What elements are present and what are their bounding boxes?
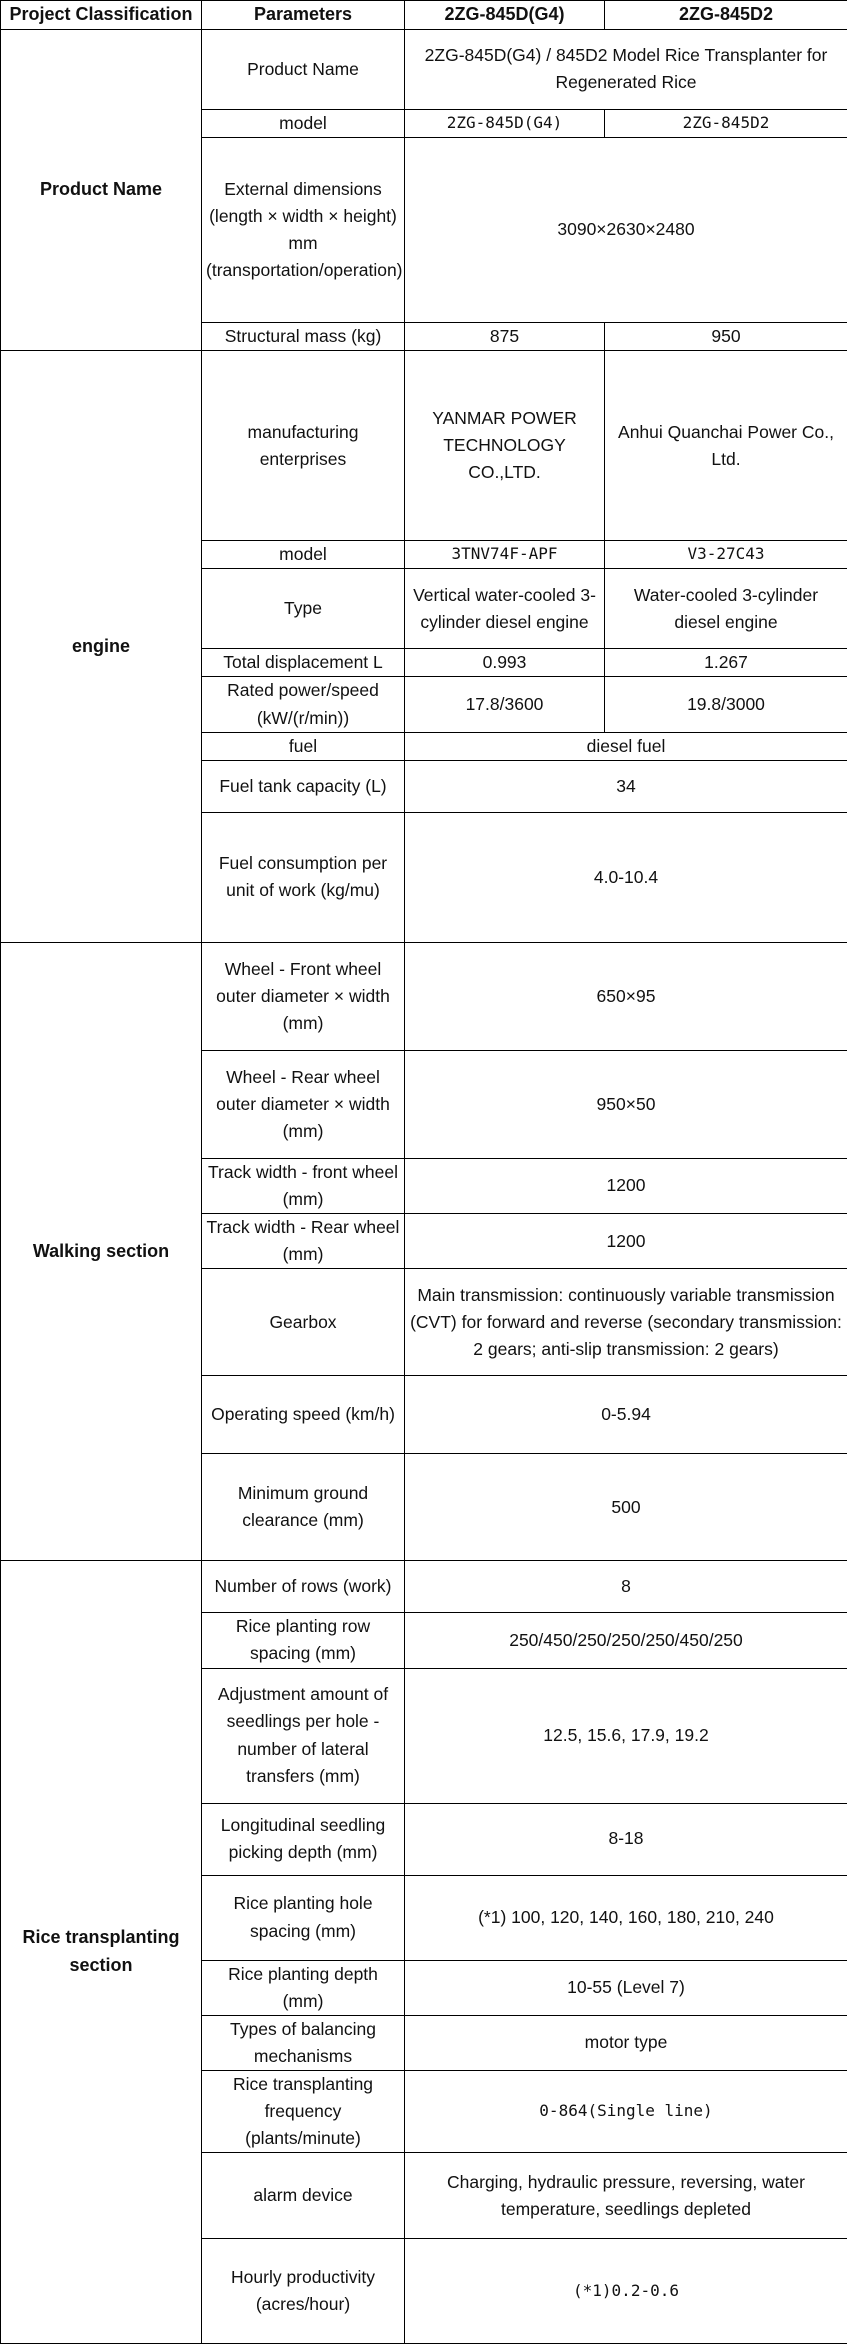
- param-label: fuel: [202, 732, 405, 760]
- param-value-a: 3TNV74F-APF: [405, 541, 605, 569]
- table-row: [1, 351, 847, 541]
- param-label: alarm device: [202, 2153, 405, 2239]
- header-model-a: 2ZG-845D(G4): [405, 1, 605, 30]
- param-value: Charging, hydraulic pressure, reversing, water temperature, seedlings depleted: [405, 2153, 847, 2239]
- param-value: 34: [405, 760, 847, 812]
- table-row: [1, 942, 847, 1050]
- param-value: 8: [405, 1561, 847, 1613]
- param-label: Types of balancing mechanisms: [202, 2015, 405, 2070]
- param-value-b: Water-cooled 3-cylinder diesel engine: [605, 569, 847, 649]
- table-row: [1, 29, 847, 109]
- section-walking: Walking section: [1, 942, 202, 1561]
- param-label: Rice transplanting frequency (plants/minute): [202, 2071, 405, 2153]
- param-label: Minimum ground clearance (mm): [202, 1454, 405, 1561]
- param-label: Track width - front wheel (mm): [202, 1158, 405, 1213]
- param-value-b: 1.267: [605, 649, 847, 677]
- param-value-a: 875: [405, 323, 605, 351]
- param-label: Operating speed (km/h): [202, 1376, 405, 1454]
- param-value: 1200: [405, 1214, 847, 1269]
- param-value-a: 2ZG-845D(G4): [405, 109, 605, 137]
- param-value: 0-5.94: [405, 1376, 847, 1454]
- param-label: Track width - Rear wheel (mm): [202, 1214, 405, 1269]
- param-value: 250/450/250/250/250/450/250: [405, 1613, 847, 1668]
- param-value-b: V3-27C43: [605, 541, 847, 569]
- section-product-name: Product Name: [1, 29, 202, 350]
- param-label: Product Name: [202, 29, 405, 109]
- param-value: 2ZG-845D(G4) / 845D2 Model Rice Transplanter for Regenerated Rice: [405, 29, 847, 109]
- param-value: 8-18: [405, 1803, 847, 1875]
- param-value-a: 0.993: [405, 649, 605, 677]
- param-label: model: [202, 109, 405, 137]
- param-value: 650×95: [405, 942, 847, 1050]
- param-label: Rice planting hole spacing (mm): [202, 1875, 405, 1960]
- param-value: 12.5, 15.6, 17.9, 19.2: [405, 1668, 847, 1803]
- param-value: 950×50: [405, 1050, 847, 1158]
- param-label: Structural mass (kg): [202, 323, 405, 351]
- param-value: diesel fuel: [405, 732, 847, 760]
- param-label: Type: [202, 569, 405, 649]
- param-label: Rice planting row spacing (mm): [202, 1613, 405, 1668]
- param-label: Fuel consumption per unit of work (kg/mu): [202, 812, 405, 942]
- section-rice-transplanting: Rice transplanting section: [1, 1561, 202, 2344]
- param-value-a: Vertical water-cooled 3-cylinder diesel engine: [405, 569, 605, 649]
- header-row: [1, 1, 847, 30]
- param-value: 1200: [405, 1158, 847, 1213]
- param-label: Fuel tank capacity (L): [202, 760, 405, 812]
- param-value: motor type: [405, 2015, 847, 2070]
- param-label: Wheel - Rear wheel outer diameter × width (mm): [202, 1050, 405, 1158]
- header-model-b: 2ZG-845D2: [605, 1, 847, 30]
- param-value-b: 2ZG-845D2: [605, 109, 847, 137]
- param-label: Rice planting depth (mm): [202, 1960, 405, 2015]
- param-value: Main transmission: continuously variable transmission (CVT) for forward and reverse (secondary transmission: 2 gears; anti-slip transmission: 2 gears): [405, 1269, 847, 1376]
- param-label: Rated power/speed (kW/(r/min)): [202, 677, 405, 732]
- param-value-b: 19.8/3000: [605, 677, 847, 732]
- param-label: Total displacement L: [202, 649, 405, 677]
- param-label: manufacturing enterprises: [202, 351, 405, 541]
- table-row: [1, 1561, 847, 1613]
- param-value: 3090×2630×2480: [405, 138, 847, 323]
- param-label: Adjustment amount of seedlings per hole - number of lateral transfers (mm): [202, 1668, 405, 1803]
- param-value: 10-55 (Level 7): [405, 1960, 847, 2015]
- header-parameters: Parameters: [202, 1, 405, 30]
- param-label: Number of rows (work): [202, 1561, 405, 1613]
- param-label: Longitudinal seedling picking depth (mm): [202, 1803, 405, 1875]
- param-label: External dimensions (length × width × height) mm (transportation/operation): [202, 138, 405, 323]
- param-label: Gearbox: [202, 1269, 405, 1376]
- param-value-a: 17.8/3600: [405, 677, 605, 732]
- param-value-b: Anhui Quanchai Power Co., Ltd.: [605, 351, 847, 541]
- param-value-a: YANMAR POWER TECHNOLOGY CO.,LTD.: [405, 351, 605, 541]
- header-classification: Project Classification: [1, 1, 202, 30]
- param-label: Wheel - Front wheel outer diameter × width (mm): [202, 942, 405, 1050]
- param-value: (*1) 100, 120, 140, 160, 180, 210, 240: [405, 1875, 847, 1960]
- param-label: Hourly productivity (acres/hour): [202, 2239, 405, 2344]
- param-label: model: [202, 541, 405, 569]
- section-engine: engine: [1, 351, 202, 943]
- param-value: 500: [405, 1454, 847, 1561]
- param-value: 4.0-10.4: [405, 812, 847, 942]
- param-value: 0-864(Single line): [405, 2071, 847, 2153]
- param-value: (*1)0.2-0.6: [405, 2239, 847, 2344]
- param-value-b: 950: [605, 323, 847, 351]
